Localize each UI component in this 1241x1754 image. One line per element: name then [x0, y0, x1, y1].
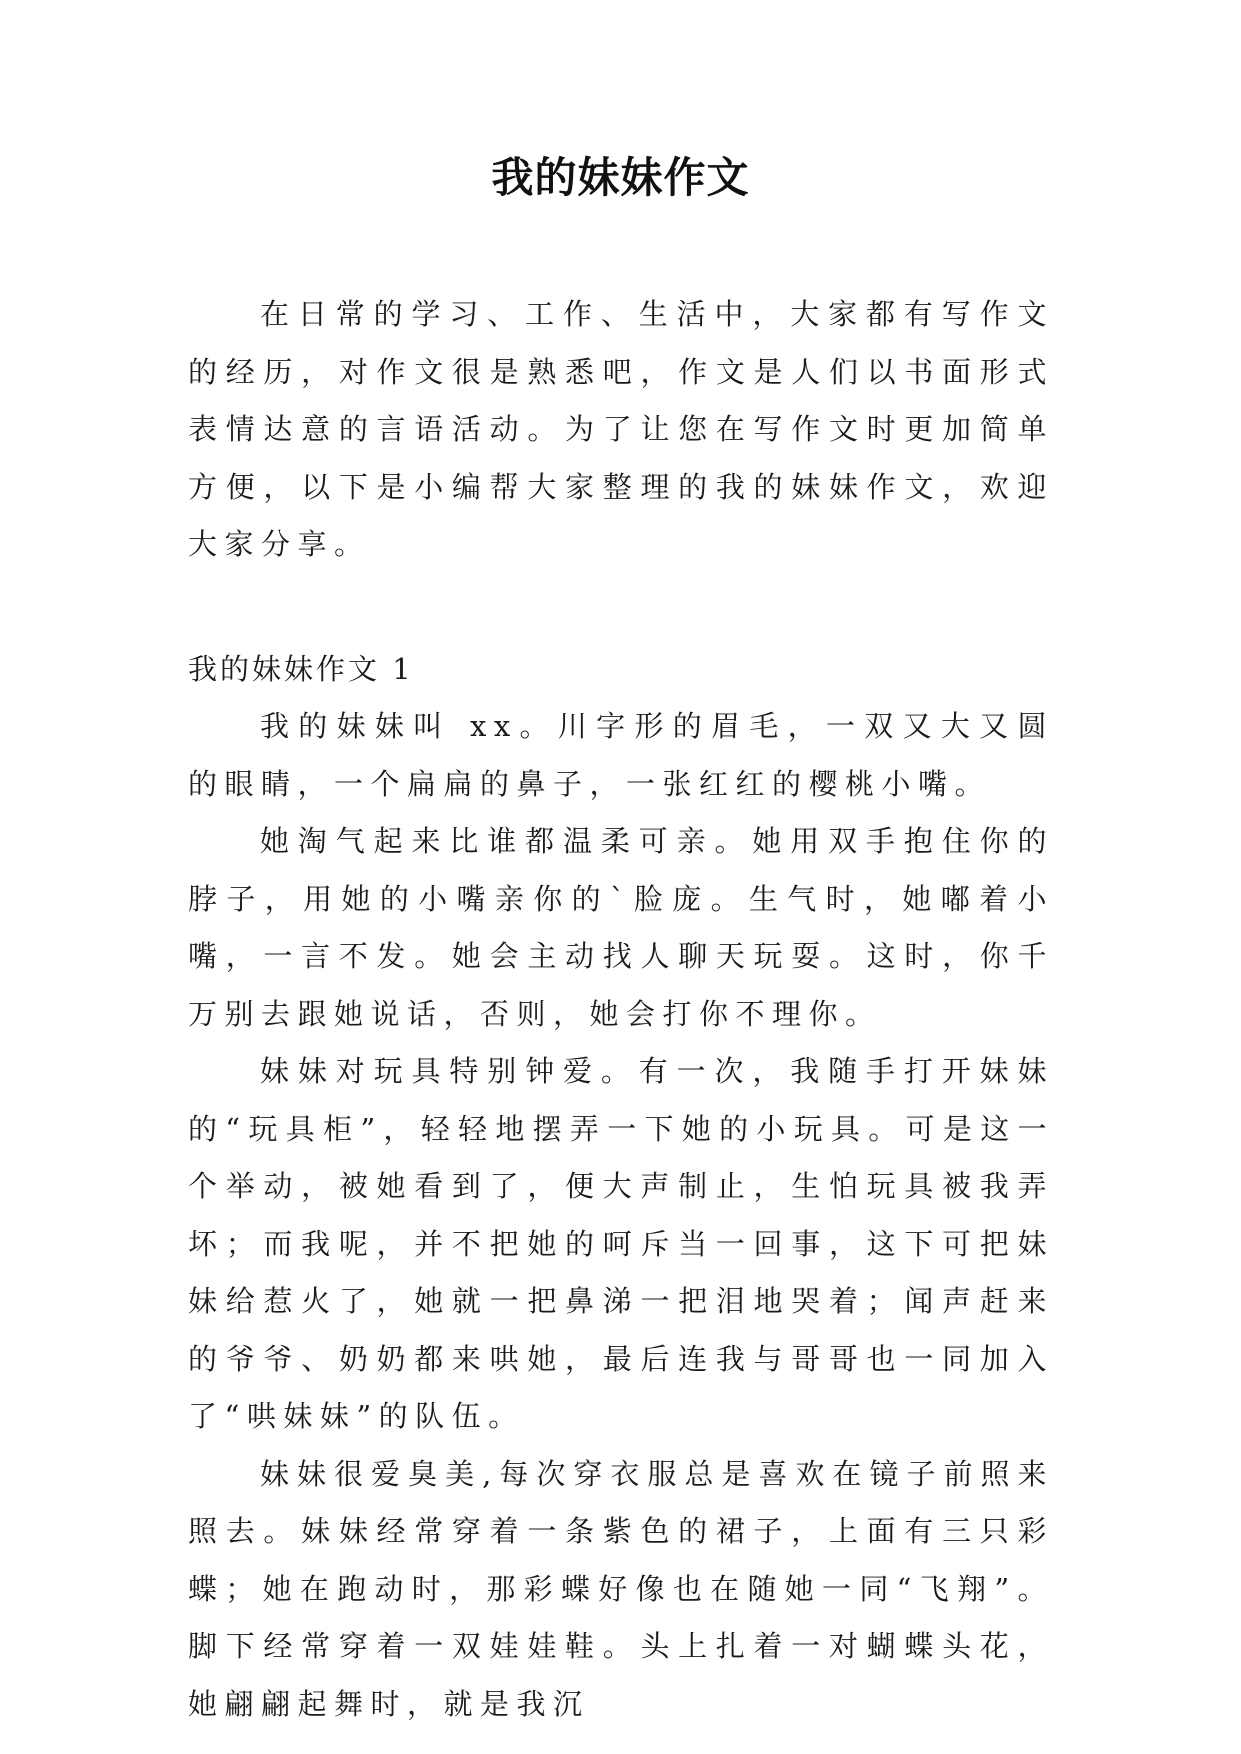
- section-heading: 我的妹妹作文 1: [188, 651, 414, 686]
- document-body: [188, 286, 1054, 1733]
- document-title: 我的妹妹作文: [491, 153, 750, 202]
- body-paragraph: 她淘气起来比谁都温柔可亲。她用双手抱住你的脖子，用她的小嘴亲你的`脸庞。生气时，她嘟着小嘴，一言不发。她会主动找人聊天玩耍。这时，你千万别去跟她说话，否则，她会打你不理你。: [188, 824, 1054, 1031]
- body-paragraph: 妹妹很爱臭美,每次穿衣服总是喜欢在镜子前照来照去。妹妹经常穿着一条紫色的裙子，上面有三只彩蝶；她在跑动时，那彩蝶好像也在随她一同“飞翔”。脚下经常穿着一双娃娃鞋。头上扎着一对蝴蝶头花，她翩翩起舞时，就是我沉: [188, 1456, 1054, 1721]
- intro-paragraph: 在日常的学习、工作、生活中，大家都有写作文的经历，对作文很是熟悉吧，作文是人们以书面形式表情达意的言语活动。为了让您在写作文时更加简单方便，以下是小编帮大家整理的我的妹妹作文，欢迎大家分享。: [188, 297, 1054, 561]
- body-paragraph: 我的妹妹叫 xx。川字形的眉毛，一双又大又圆的眼睛，一个扁扁的鼻子，一张红红的樱桃小嘴。: [188, 709, 1054, 801]
- body-paragraph: 妹妹对玩具特别钟爱。有一次，我随手打开妹妹的“玩具柜”，轻轻地摆弄一下她的小玩具。可是这一个举动，被她看到了，便大声制止，生怕玩具被我弄坏；而我呢，并不把她的呵斥当一回事，这下可把妹妹给惹火了，她就一把鼻涕一把泪地哭着；闻声赶来的爷爷、奶奶都来哄她，最后连我与哥哥也一同加入了“哄妹妹”的队伍。: [188, 1054, 1054, 1433]
